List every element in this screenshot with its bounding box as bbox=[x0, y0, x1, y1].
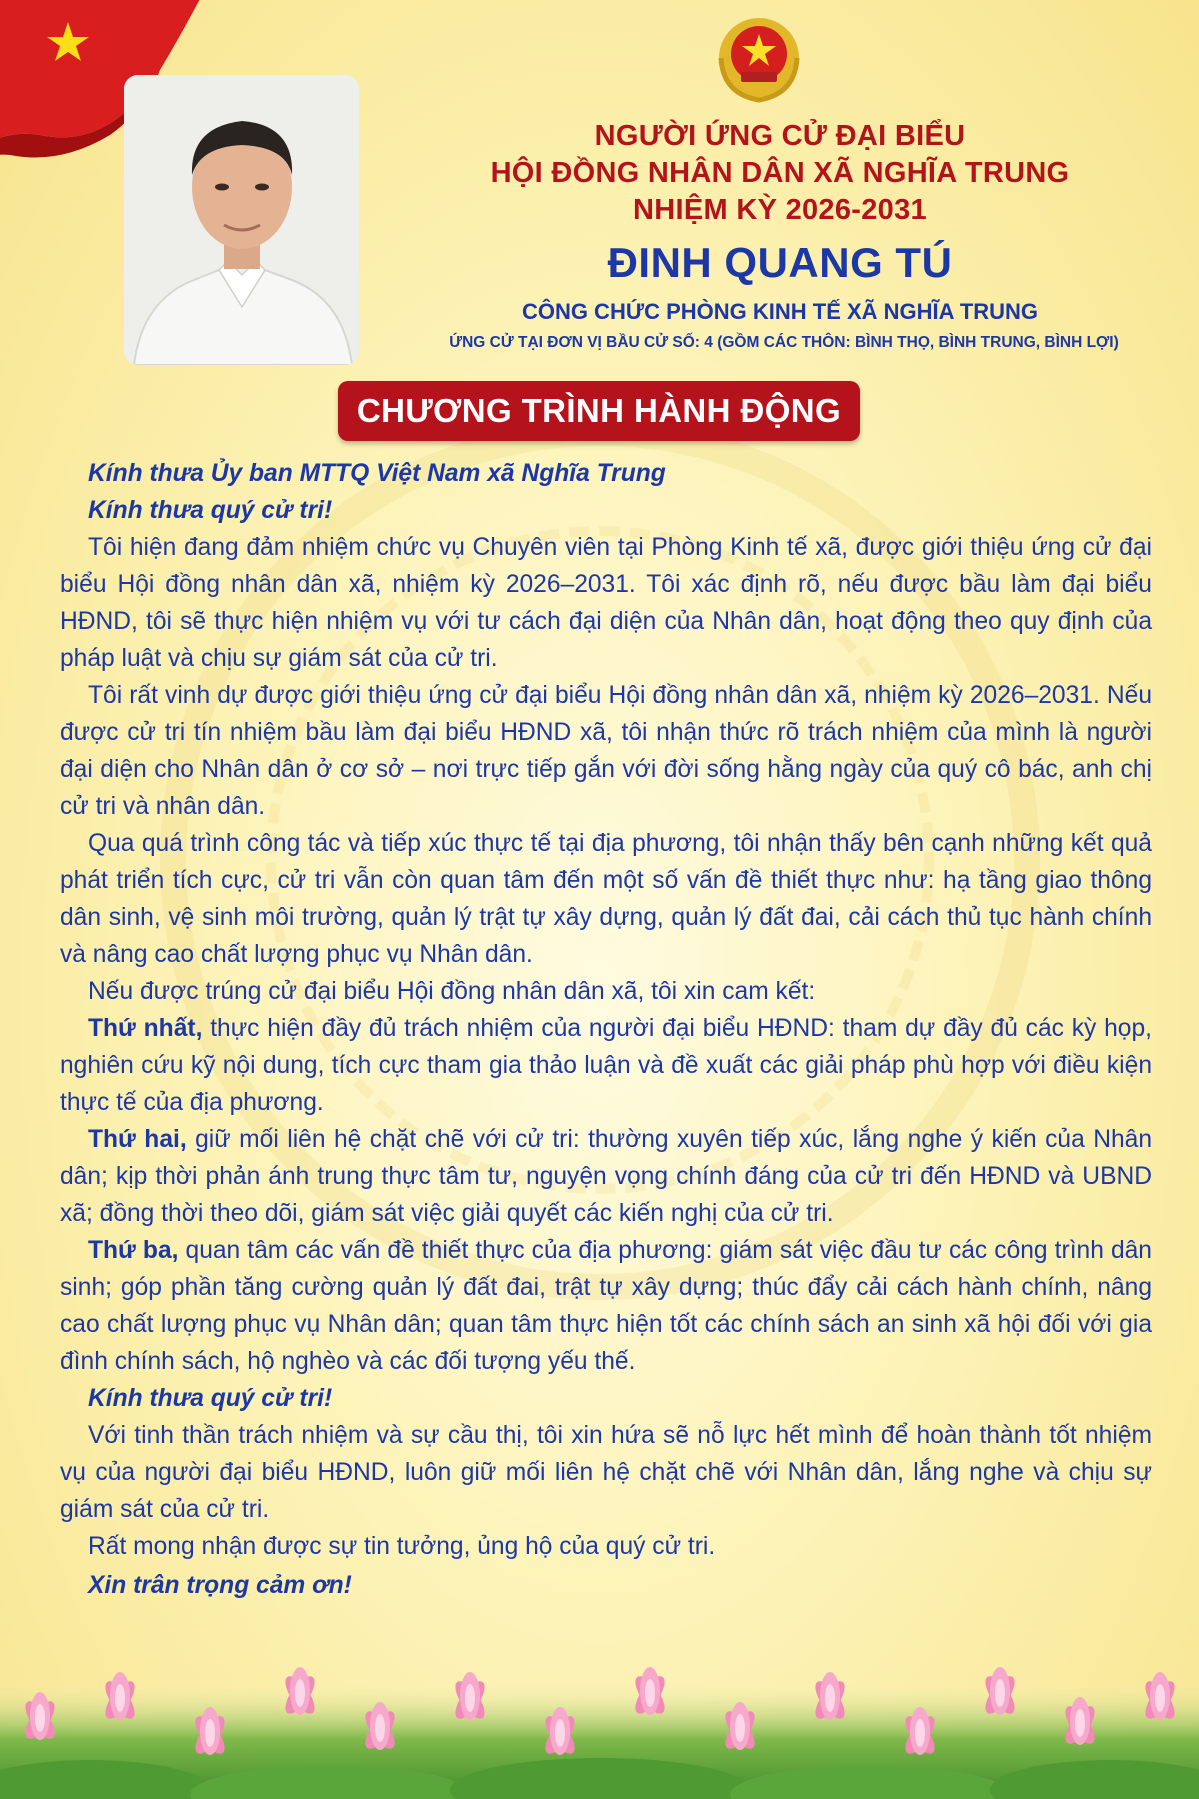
header-line-2: HỘI ĐỒNG NHÂN DÂN XÃ NGHĨA TRUNG bbox=[490, 157, 1070, 189]
commitment-second-text: giữ mối liên hệ chặt chẽ với cử tri: thường xuyên tiếp xúc, lắng nghe ý kiến của Nhân dân; kịp thời phản ánh trung thực tâm tư, nguyện vọng chính đáng của cử tri đến HĐND và UBND xã; đồng thời theo dõi, giám sát việc giải quyết các kiến nghị của cử tri. bbox=[60, 1126, 1152, 1227]
header-line-3: NHIỆM KỲ 2026-2031 bbox=[633, 194, 927, 226]
poster-header bbox=[380, 118, 1180, 229]
commitment-first bbox=[60, 1010, 1152, 1121]
commitment-second bbox=[60, 1121, 1152, 1232]
closing-thanks: Xin trân trọng cảm ơn! bbox=[88, 1572, 352, 1599]
paragraph-concerns: Qua quá trình công tác và tiếp xúc thực tế tại địa phương, tôi nhận thấy bên cạnh những kết quả phát triển tích cực, cử tri vẫn còn quan tâm đến một số vấn đề thiết thực như: hạ tầng giao thông dân sinh, vệ sinh môi trường, quản lý trật tự xây dựng, quản lý đất đai, cải cách thủ tục hành chính và nâng cao chất lượng phục vụ Nhân dân. bbox=[60, 830, 1152, 968]
greeting-voters: Kính thưa quý cử tri! bbox=[88, 497, 333, 524]
commitment-first-lead: Thứ nhất, bbox=[88, 1015, 203, 1042]
candidate-unit: ỨNG CỬ TẠI ĐƠN VỊ BẦU CỬ SỐ: 4 (GỒM CÁC THÔN: BÌNH THỌ, BÌNH TRUNG, BÌNH LỢI) bbox=[449, 334, 1119, 351]
paragraph-honor: Tôi rất vinh dự được giới thiệu ứng cử đại biểu Hội đồng nhân dân xã, nhiệm kỳ 2026–2031. Nếu được cử tri tín nhiệm bầu làm đại biểu HĐND xã, tôi nhận thức rõ trách nhiệm của mình là người đại diện cho Nhân dân ở cơ sở – nơi trực tiếp gắn với đời sống hằng ngày của quý cô bác, anh chị cử tri và nhân dân. bbox=[60, 682, 1152, 820]
candidate-position: CÔNG CHỨC PHÒNG KINH TẾ XÃ NGHĨA TRUNG bbox=[521, 299, 1039, 324]
header-line-1: NGƯỜI ỨNG CỬ ĐẠI BIỂU bbox=[594, 120, 966, 152]
greeting-committee: Kính thưa Ủy ban MTTQ Việt Nam xã Nghĩa Trung bbox=[88, 460, 666, 487]
action-program-letter bbox=[60, 455, 1152, 1604]
section-title: CHƯƠNG TRÌNH HÀNH ĐỘNG bbox=[338, 381, 860, 441]
commitment-third-text: quan tâm các vấn đề thiết thực của địa phương: giám sát việc đầu tư các công trình dân sinh; góp phần tăng cường quản lý đất đai, trật tự xây dựng; thúc đẩy cải cách hành chính, nâng cao chất lượng phục vụ Nhân dân; quan tâm thực hiện tốt các chính sách an sinh xã hội đối với gia đình chính sách, hộ nghèo và các đối tượng yếu thế. bbox=[60, 1237, 1152, 1375]
paragraph-request: Rất mong nhận được sự tin tưởng, ủng hộ của quý cử tri. bbox=[88, 1533, 716, 1560]
national-emblem-icon bbox=[713, 14, 805, 106]
commitment-third-lead: Thứ ba, bbox=[88, 1237, 179, 1264]
lotus-decoration bbox=[0, 1640, 1199, 1799]
candidate-name: ĐINH QUANG TÚ bbox=[607, 239, 953, 286]
commitment-third bbox=[60, 1232, 1152, 1380]
candidate-portrait bbox=[124, 75, 359, 365]
commitment-second-lead: Thứ hai, bbox=[88, 1126, 187, 1153]
greeting-voters-closing: Kính thưa quý cử tri! bbox=[88, 1385, 333, 1412]
commitment-first-text: thực hiện đầy đủ trách nhiệm của người đại biểu HĐND: tham dự đầy đủ các kỳ họp, nghiên cứu kỹ nội dung, tích cực tham gia thảo luận và đề xuất các giải pháp phù hợp với điều kiện thực tế của địa phương. bbox=[60, 1015, 1152, 1116]
paragraph-commitment-intro: Nếu được trúng cử đại biểu Hội đồng nhân dân xã, tôi xin cam kết: bbox=[88, 978, 816, 1005]
paragraph-promise: Với tinh thần trách nhiệm và sự cầu thị, tôi xin hứa sẽ nỗ lực hết mình để hoàn thành tốt nhiệm vụ của người đại biểu HĐND, luôn giữ mối liên hệ chặt chẽ với Nhân dân, lắng nghe và chịu sự giám sát của cử tri. bbox=[60, 1422, 1152, 1523]
paragraph-intro: Tôi hiện đang đảm nhiệm chức vụ Chuyên viên tại Phòng Kinh tế xã, được giới thiệu ứng cử đại biểu Hội đồng nhân dân xã, nhiệm kỳ 2026–2031. Tôi xác định rõ, nếu được bầu làm đại biểu HĐND, tôi sẽ thực hiện nhiệm vụ với tư cách đại diện của Nhân dân, hoạt động theo quy định của pháp luật và chịu sự giám sát của cử tri. bbox=[60, 534, 1152, 672]
